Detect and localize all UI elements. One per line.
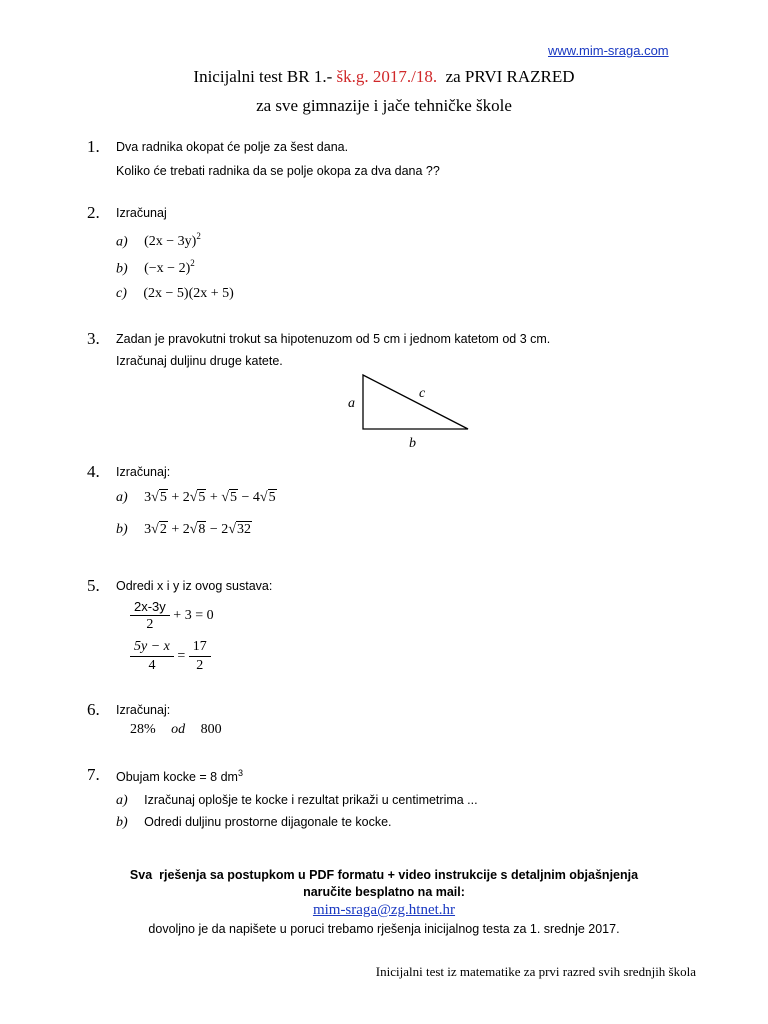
item-label: b) bbox=[116, 815, 128, 830]
question-3-line-1: Zadan je pravokutni trokut sa hipotenuzom od 5 cm i jednom katetom od 3 cm. bbox=[116, 332, 551, 346]
question-1-number: 1. bbox=[87, 137, 100, 156]
page-title bbox=[0, 67, 768, 87]
right-triangle-diagram bbox=[340, 370, 480, 455]
item-text: Izračunaj oplošje te kocke i rezultat prikaži u centimetrima ... bbox=[144, 793, 478, 807]
expression: 3√2 + 2√8 − 2√32 bbox=[144, 522, 251, 537]
question-5-intro: Odredi x i y iz ovog sustava: bbox=[116, 579, 273, 593]
footer-line-2: naručite besplatno na mail: bbox=[303, 885, 465, 899]
expression: (2x − 3y) bbox=[144, 234, 197, 250]
contact-email-link[interactable]: mim-sraga@zg.htnet.hr bbox=[312, 902, 456, 918]
expression: (−x − 2) bbox=[144, 261, 191, 277]
expression: 3√5 + 2√5 + √5 − 4√5 bbox=[144, 490, 276, 505]
item-label: a) bbox=[116, 490, 128, 505]
equation-1-fraction: $\frac{2x-3y}{2}$ bbox=[130, 599, 170, 633]
item-label: b) bbox=[116, 522, 128, 537]
exponent: 2 bbox=[190, 258, 195, 268]
exponent: 2 bbox=[196, 231, 201, 241]
triangle-label-c: c bbox=[419, 386, 426, 401]
footer-caption: Inicijalni test iz matematike za prvi razred svih srednjih škola bbox=[375, 964, 696, 979]
question-3-line-2: Izračunaj duljinu druge katete. bbox=[116, 354, 283, 368]
question-4-intro: Izračunaj: bbox=[116, 465, 171, 479]
equation-1-rest: + 3 = 0 bbox=[173, 608, 214, 624]
question-7-intro: Obujam kocke = 8 $dm^3$ bbox=[116, 768, 243, 785]
equation-2-lhs-fraction: $\frac{5y - x}{4}$ bbox=[130, 639, 174, 674]
expression: (2x − 5)(2x + 5) bbox=[143, 286, 234, 301]
item-label: b) bbox=[116, 261, 128, 277]
question-7-item-b bbox=[116, 813, 392, 831]
equation-2-rhs-fraction: $\frac{17}{2}$ bbox=[189, 639, 211, 674]
question-2-number: 2. bbox=[87, 203, 100, 222]
title-prefix: Inicijalni test BR 1.- bbox=[193, 67, 337, 86]
title-school-year: šk.g. 2017./18. bbox=[336, 67, 438, 86]
triangle-shape bbox=[363, 375, 468, 429]
question-6-number: 6. bbox=[87, 700, 100, 719]
question-2-intro: Izračunaj bbox=[116, 206, 167, 220]
question-6-expression: 28% od 800 bbox=[130, 722, 222, 737]
footer-line-1: Sva rješenja sa postupkom u PDF formatu + video instrukcije s detaljnim objašnjenja bbox=[129, 868, 639, 882]
question-4-number: 4. bbox=[87, 462, 100, 481]
question-5-number: 5. bbox=[87, 576, 100, 595]
triangle-label-a: a bbox=[348, 396, 355, 411]
title-suffix: za PRVI RAZRED bbox=[437, 67, 575, 86]
page-subtitle: za sve gimnazije i jače tehničke škole bbox=[256, 96, 512, 115]
equation-1 bbox=[130, 599, 214, 633]
question-2-item-c bbox=[116, 284, 234, 302]
item-label: a) bbox=[116, 234, 128, 250]
question-1-line-1: Dva radnika okopat će polje za šest dana. bbox=[116, 140, 349, 154]
question-4-item-b bbox=[116, 520, 252, 538]
question-6-intro: Izračunaj: bbox=[116, 703, 171, 717]
item-label: c) bbox=[116, 286, 127, 301]
item-text: Odredi duljinu prostorne dijagonale te kocke. bbox=[144, 815, 392, 829]
footer-line-3: dovoljno je da napišete u poruci trebamo rješenja inicijalnog testa za 1. srednje 2017. bbox=[148, 922, 620, 936]
triangle-label-b: b bbox=[409, 436, 416, 451]
question-2-item-b bbox=[116, 258, 195, 277]
equation-2: $\frac{5y - x}{4}$ = $\frac{17}{2}$ bbox=[130, 639, 211, 674]
question-7-item-a bbox=[116, 791, 478, 809]
question-3-number: 3. bbox=[87, 329, 100, 348]
item-label: a) bbox=[116, 793, 128, 808]
site-link[interactable]: www.mim-sraga.com bbox=[548, 43, 669, 58]
question-4-item-a bbox=[116, 488, 277, 506]
question-7-number: 7. bbox=[87, 765, 100, 784]
question-1-line-2: Koliko će trebati radnika da se polje okopa za dva dana ?? bbox=[116, 164, 440, 178]
question-2-item-a bbox=[116, 231, 201, 250]
